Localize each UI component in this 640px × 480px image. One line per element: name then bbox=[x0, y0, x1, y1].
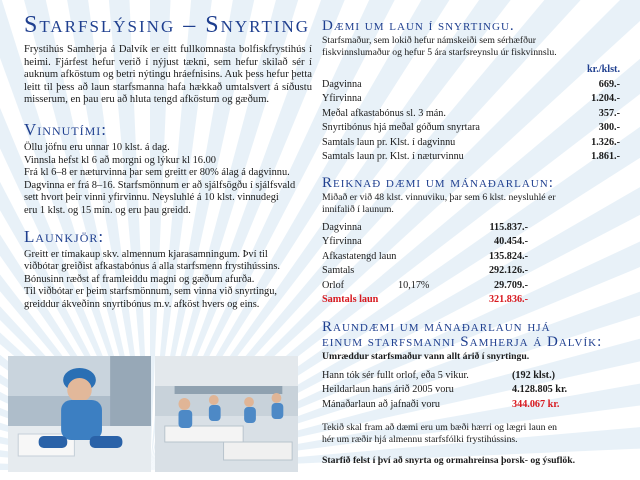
vinnutimi-line: sett hvort þeir vinni yfirvinnu. Neysluhlé á 10 klst. vinnudegi bbox=[24, 192, 279, 204]
wage-value: 1.204.- bbox=[591, 93, 620, 104]
monthly-mid bbox=[398, 221, 454, 236]
wage-value: 669.- bbox=[598, 78, 620, 90]
raundaemi-subheading: Umræddur starfsmaður vann allt árið í snyrtingu. bbox=[322, 350, 530, 362]
reiknad-daemi-line: Miðað er við 48 klst. vinnuviku, þar sem 6 klst. neysluhlé er bbox=[322, 191, 556, 203]
photo-strip bbox=[8, 356, 298, 472]
left-column bbox=[24, 12, 312, 312]
raundaemi-note-line: hér um ræðir hjá almennu starfsfólki frystihússins. bbox=[322, 434, 518, 445]
monthly-mid bbox=[398, 250, 454, 265]
example-label: Hann tók sér fullt orlof, eða 5 vikur. bbox=[322, 369, 469, 381]
table-row bbox=[322, 398, 588, 413]
section-reiknad-daemi bbox=[322, 175, 620, 308]
monthly-value: 40.454.- bbox=[494, 236, 528, 247]
table-row bbox=[322, 279, 528, 294]
unit-label: kr./klst. bbox=[586, 64, 620, 75]
table-row bbox=[322, 221, 528, 236]
wage-value: 1.861.- bbox=[591, 151, 620, 162]
daemi-laun-line: Starfsmaður, sem lokið hefur námskeiði sem sérhæfður bbox=[322, 35, 537, 46]
table-row bbox=[322, 107, 620, 122]
table-row bbox=[322, 383, 588, 398]
section-daemi-laun bbox=[322, 18, 620, 165]
monthly-label: Afkastatengd laun bbox=[322, 250, 397, 262]
real-example-table bbox=[322, 369, 588, 413]
example-value: (192 klst.) bbox=[512, 369, 556, 381]
launkjor-line: greiddur ákveðinn snyrtibónus m.v. afköst hvers og eins. bbox=[24, 298, 260, 310]
monthly-wage-table bbox=[322, 221, 528, 308]
table-row bbox=[322, 92, 620, 107]
vinnutimi-heading: Vinnutími: bbox=[24, 119, 107, 139]
vinnutimi-line: Vinnsla hefst kl 6 að morgni og lýkur kl 16.00 bbox=[24, 154, 216, 166]
wage-value: 357.- bbox=[598, 107, 620, 119]
wage-label: Meðal afkastabónus sl. 3 mán. bbox=[322, 107, 446, 119]
photo-processing-hall bbox=[155, 356, 298, 472]
reiknad-daemi-heading: Reiknað dæmi um mánaðarlaun: bbox=[322, 174, 554, 191]
table-row bbox=[322, 150, 620, 165]
section-vinnutimi bbox=[24, 121, 312, 218]
reiknad-daemi-line: innifalið í launum. bbox=[322, 203, 394, 215]
photo-worker-trimming-image bbox=[8, 356, 151, 472]
launkjor-line: viðbótar greiðist afkastabónus á alla starfsmenn frystihússins. bbox=[24, 261, 280, 273]
example-value: 344.067 kr. bbox=[512, 398, 560, 410]
photo-processing-hall-image bbox=[155, 356, 298, 472]
table-row bbox=[322, 136, 620, 151]
raundaemi-heading-line2: einum starfsmanni Samherja á Dalvík: bbox=[322, 333, 603, 350]
daemi-laun-heading: Dæmi um laun í snyrtingu. bbox=[322, 18, 515, 34]
total-label: Samtals laun bbox=[322, 294, 379, 305]
launkjor-text bbox=[24, 249, 312, 312]
wage-label: Yfirvinna bbox=[322, 93, 362, 104]
table-row bbox=[322, 369, 588, 384]
monthly-label: Orlof bbox=[322, 279, 345, 291]
wage-label: Samtals laun pr. Klst. í næturvinnu bbox=[322, 151, 464, 162]
vinnutimi-line: Dagvinna er frá 8–16. Starfsmönnum er að sjálfsögðu í sjálfsvald bbox=[24, 179, 296, 191]
example-value: 4.128.805 kr. bbox=[512, 384, 568, 395]
vinnutimi-text bbox=[24, 142, 312, 218]
example-label: Mánaðarlaun að jafnaði voru bbox=[322, 398, 440, 410]
monthly-mid: 10,17% bbox=[398, 279, 430, 291]
raundaemi-heading-line1: Raundæmi um mánaðarlaun hjá bbox=[322, 318, 551, 335]
wage-label: Dagvinna bbox=[322, 78, 362, 90]
monthly-mid bbox=[398, 264, 454, 279]
daemi-laun-line: fiskvinnslumaður og hefur 5 ára starfsreynslu úr fiskvinnslu. bbox=[322, 47, 557, 58]
total-value: 321.836.- bbox=[488, 294, 528, 305]
launkjor-line: Bónusinn ræðst af framleiddu magni og gæðum afurða. bbox=[24, 273, 255, 285]
daemi-laun-text bbox=[322, 35, 620, 59]
launkjor-heading: Launkjör: bbox=[24, 226, 105, 246]
wage-label: Samtals laun pr. Klst. í dagvinnu bbox=[322, 136, 456, 148]
wage-value: 1.326.- bbox=[591, 136, 620, 148]
table-row bbox=[322, 121, 620, 136]
monthly-label: Dagvinna bbox=[322, 221, 362, 233]
table-row bbox=[322, 250, 528, 265]
intro-paragraph: Frystihús Samherja á Dalvík er eitt fullkomnasta bolfiskfrystihús í heimi. Fjárfest hefur verið í nýjust tækni, sem hefur skilað sér í auknum afköstum og betri nýtingu hráefnisins. Auk þess hefur þetta leitt til þess að laun starfsmanna hafa hækkað umtalsvert á síðustu misserum, en þau eru að hluta tengd afköstum og gæðum. bbox=[24, 44, 312, 106]
section-raundaemi bbox=[322, 320, 620, 468]
right-column bbox=[322, 18, 620, 467]
job-summary: Starfið felst í því að snyrta og ormahreinsa þorsk- og ýsuflök. bbox=[322, 455, 576, 466]
raundaemi-note bbox=[322, 422, 620, 446]
monthly-value: 292.126.- bbox=[488, 265, 528, 276]
monthly-label: Samtals bbox=[322, 265, 355, 276]
table-row bbox=[322, 264, 528, 279]
page-title: Starfslýsing – Snyrting bbox=[24, 12, 311, 38]
example-label: Heildarlaun hans árið 2005 voru bbox=[322, 384, 454, 395]
reiknad-daemi-text bbox=[322, 192, 620, 216]
table-row bbox=[322, 235, 528, 250]
monthly-value: 29.709.- bbox=[494, 279, 528, 291]
wage-label: Snyrtibónus hjá meðal góðum snyrtara bbox=[322, 122, 480, 133]
table-row bbox=[322, 63, 620, 78]
monthly-value: 115.837.- bbox=[489, 221, 528, 233]
vinnutimi-line: Öllu jöfnu eru unnar 10 klst. á dag. bbox=[24, 141, 170, 153]
launkjor-line: Til viðbótar er þeim starfsmönnum, sem vinna við snyrtingu, bbox=[24, 286, 278, 298]
wage-value: 300.- bbox=[598, 122, 620, 133]
launkjor-line: Greitt er tímakaup skv. almennum kjarasamningum. Því til bbox=[24, 248, 268, 260]
vinnutimi-line: Frá kl 6–8 er næturvinna þar sem greitt er 80% álag á dagvinnu. bbox=[24, 167, 290, 179]
hourly-wage-table bbox=[322, 63, 620, 165]
table-row-total bbox=[322, 293, 528, 308]
photo-worker-trimming bbox=[8, 356, 151, 472]
vinnutimi-line: eru 1 klst. og 15 mín. og eru þau greidd. bbox=[24, 204, 191, 216]
monthly-label: Yfirvinna bbox=[322, 236, 362, 247]
monthly-value: 135.824.- bbox=[488, 250, 528, 262]
section-launkjor bbox=[24, 228, 312, 312]
table-row bbox=[322, 78, 620, 93]
monthly-mid bbox=[398, 235, 454, 250]
raundaemi-note-line: Tekið skal fram að dæmi eru um bæði hærri og lægri laun en bbox=[322, 422, 558, 433]
